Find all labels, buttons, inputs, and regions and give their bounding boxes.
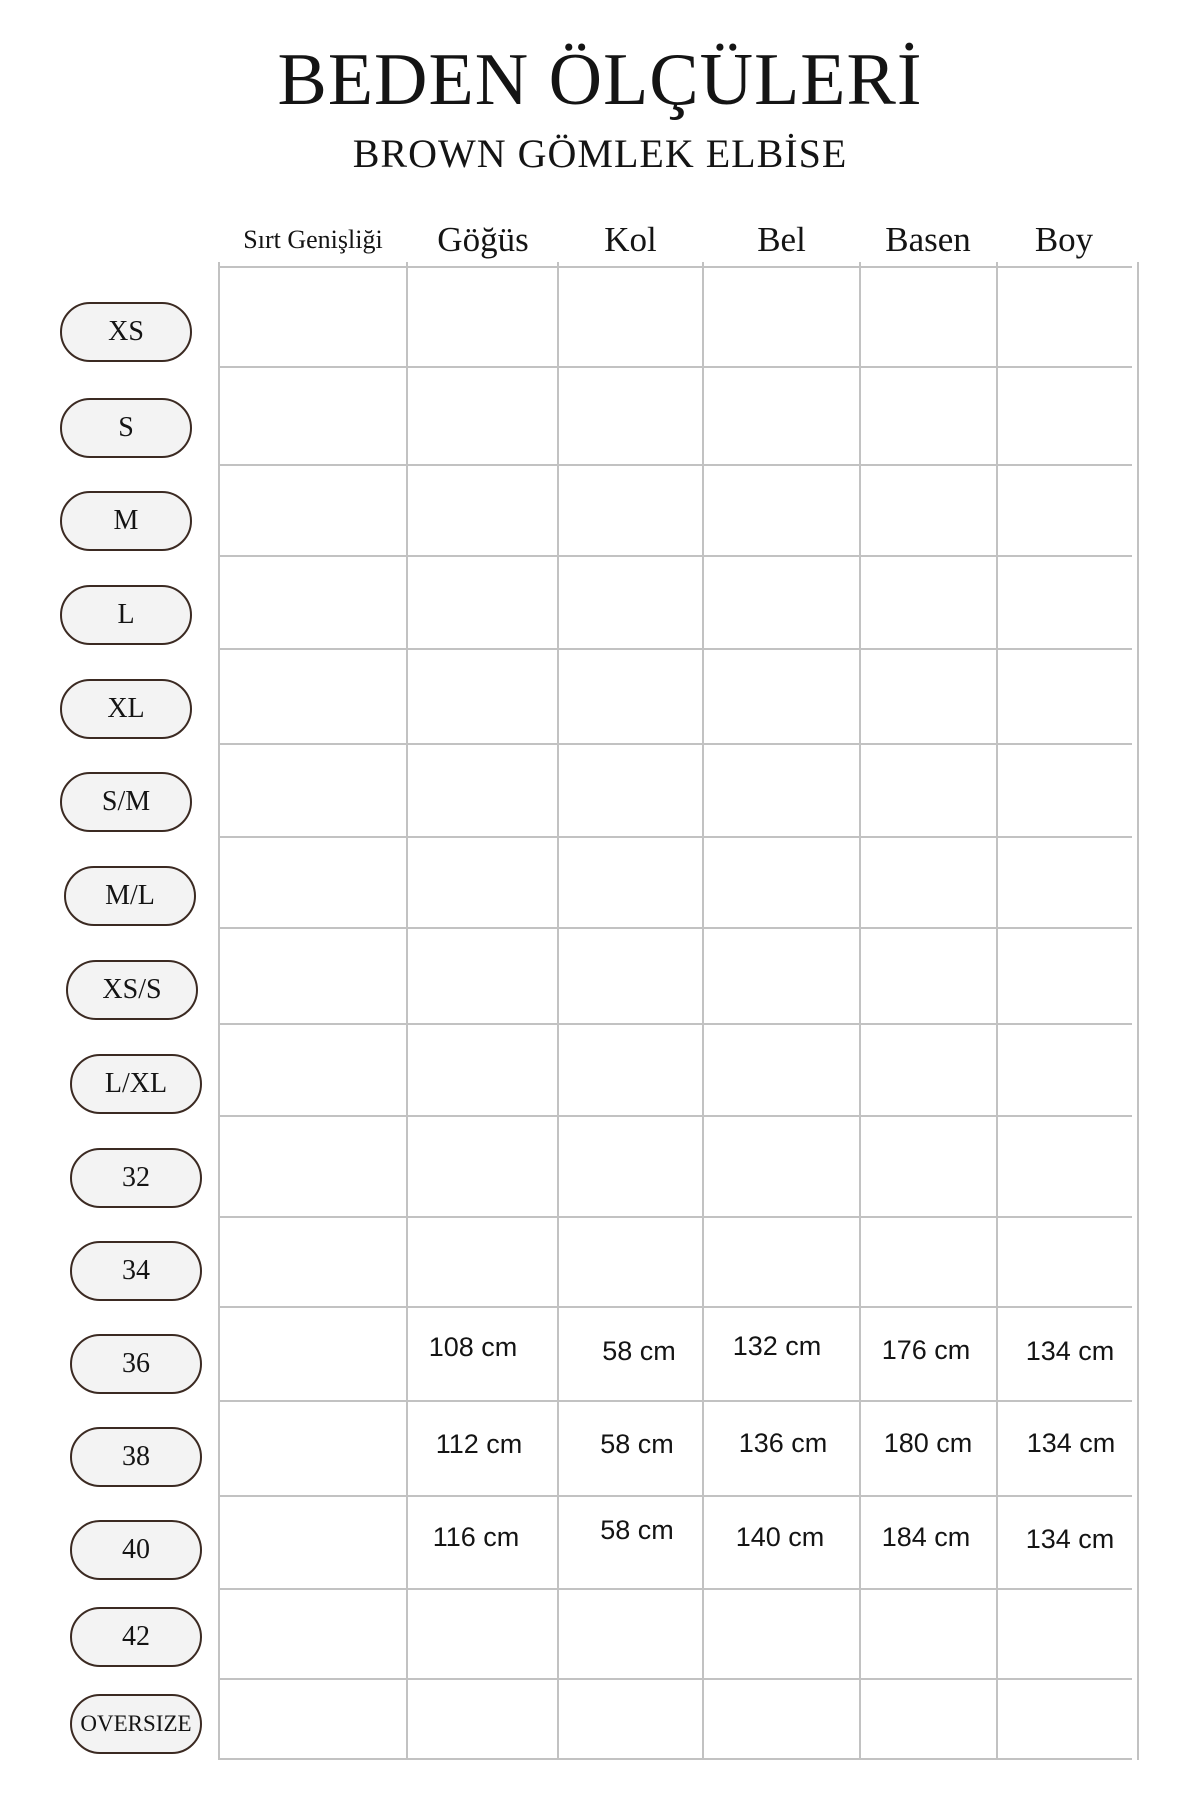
size-label-40: 40 [70, 1520, 202, 1580]
cell-36-gogus: 108 cm [428, 1332, 518, 1362]
column-header-basen: Basen [885, 220, 971, 259]
grid-line [218, 1023, 1132, 1025]
size-label-oversize: OVERSIZE [70, 1694, 202, 1754]
page-subtitle: BROWN GÖMLEK ELBİSE [352, 131, 848, 176]
grid-line [218, 927, 1132, 929]
cell-36-boy: 134 cm [1025, 1336, 1115, 1366]
grid-line [218, 464, 1132, 466]
grid-line [218, 648, 1132, 650]
grid-line [218, 836, 1132, 838]
size-label-38: 38 [70, 1427, 202, 1487]
cell-36-bel: 132 cm [732, 1331, 822, 1361]
cell-38-gogus: 112 cm [435, 1429, 523, 1459]
grid-line [218, 1758, 1132, 1760]
cell-40-boy: 134 cm [1025, 1524, 1115, 1554]
grid-line [218, 1216, 1132, 1218]
cell-36-basen: 176 cm [881, 1335, 971, 1365]
cell-38-kol: 58 cm [600, 1429, 674, 1459]
column-header-boy: Boy [1034, 220, 1094, 259]
grid-line [218, 743, 1132, 745]
grid-line [218, 266, 1132, 268]
cell-38-basen: 180 cm [883, 1428, 973, 1458]
cell-38-boy: 134 cm [1026, 1428, 1116, 1458]
size-label-36: 36 [70, 1334, 202, 1394]
size-label-xl: XL [60, 679, 192, 739]
size-label-s: S [60, 398, 192, 458]
grid-line [218, 1306, 1132, 1308]
grid-line [218, 1588, 1132, 1590]
grid-line [218, 1678, 1132, 1680]
cell-40-bel: 140 cm [735, 1522, 825, 1552]
cell-40-basen: 184 cm [881, 1522, 971, 1552]
size-label-42: 42 [70, 1607, 202, 1667]
column-header-sirt-genisligi: Sırt Genişliği [243, 225, 383, 254]
grid-line [218, 366, 1132, 368]
size-label-s-m: S/M [60, 772, 192, 832]
grid-line [218, 1495, 1132, 1497]
size-label-l-xl: L/XL [70, 1054, 202, 1114]
cell-40-gogus: 116 cm [432, 1522, 520, 1552]
size-label-34: 34 [70, 1241, 202, 1301]
size-label-l: L [60, 585, 192, 645]
size-label-xs-s: XS/S [66, 960, 198, 1020]
size-label-xs: XS [60, 302, 192, 362]
size-label-m-l: M/L [64, 866, 196, 926]
grid-line [218, 555, 1132, 557]
column-header-bel: Bel [757, 220, 806, 259]
page-title: BEDEN ÖLÇÜLERİ [277, 39, 923, 121]
grid-line [218, 262, 220, 1760]
cell-40-kol: 58 cm [600, 1515, 674, 1545]
column-header-kol: Kol [604, 220, 657, 259]
grid-line [557, 262, 559, 1760]
size-label-32: 32 [70, 1148, 202, 1208]
cell-38-bel: 136 cm [738, 1428, 828, 1458]
size-label-m: M [60, 491, 192, 551]
grid-line [218, 1115, 1132, 1117]
cell-36-kol: 58 cm [602, 1336, 676, 1366]
column-header-gogus: Göğüs [437, 220, 529, 259]
grid-line [218, 1400, 1132, 1402]
